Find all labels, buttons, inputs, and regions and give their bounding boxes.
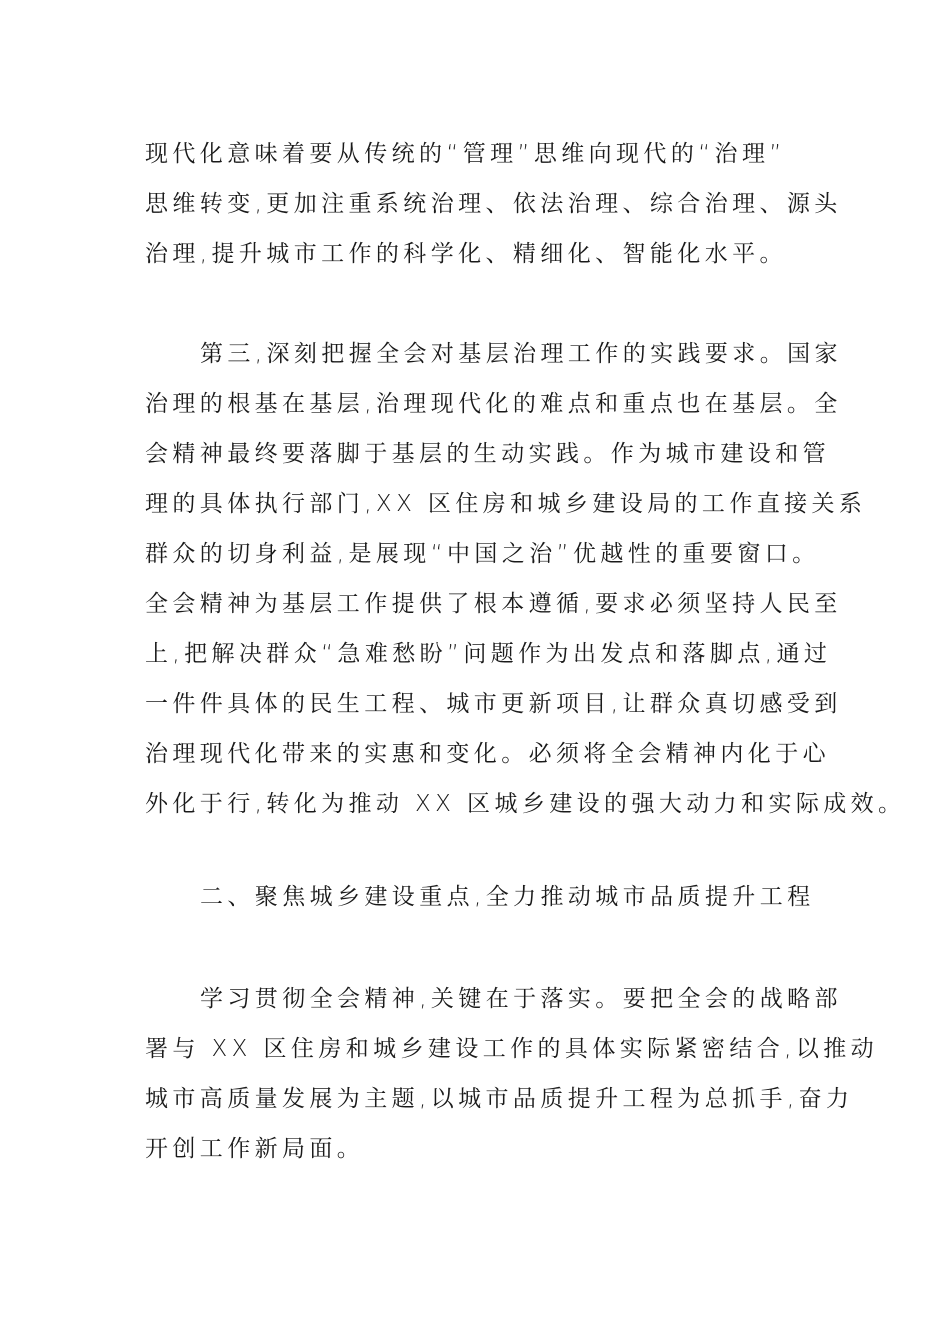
text-line: 群众的切身利益,是展现“中国之治”优越性的重要窗口。 [145,541,820,567]
text-line: 治理的根基在基层,治理现代化的难点和重点也在基层。全 [145,391,842,417]
text-line: 城市高质量发展为主题,以城市品质提升工程为总抓手,奋力 [145,1086,854,1112]
text-line: 开创工作新局面。 [145,1136,365,1162]
text-line: 署与 XX 区住房和城乡建设工作的具体实际紧密结合,以推动 [145,1036,879,1062]
section-heading: 二、聚焦城乡建设重点,全力推动城市品质提升工程 [200,884,815,910]
text-line: 思维转变,更加注重系统治理、依法治理、综合治理、源头 [145,191,842,217]
text-line: 学习贯彻全会精神,关键在于落实。要把全会的战略部 [200,986,842,1012]
text-line: 治理,提升城市工作的科学化、精细化、智能化水平。 [145,241,787,267]
text-line: 外化于行,转化为推动 XX 区城乡建设的强大动力和实际成效。 [145,791,906,817]
text-line: 治理现代化带来的实惠和变化。必须将全会精神内化于心 [145,741,830,767]
text-line: 上,把解决群众“急难愁盼”问题作为出发点和落脚点,通过 [145,641,832,667]
text-line: 理的具体执行部门,XX 区住房和城乡建设局的工作直接关系 [145,491,867,517]
text-line: 一件件具体的民生工程、城市更新项目,让群众真切感受到 [145,691,842,717]
text-line: 会精神最终要落脚于基层的生动实践。作为城市建设和管 [145,441,830,467]
text-line: 全会精神为基层工作提供了根本遵循,要求必须坚持人民至 [145,591,842,617]
text-line: 现代化意味着要从传统的“管理”思维向现代的“治理” [145,141,786,167]
text-line: 第三,深刻把握全会对基层治理工作的实践要求。国家 [200,341,842,367]
